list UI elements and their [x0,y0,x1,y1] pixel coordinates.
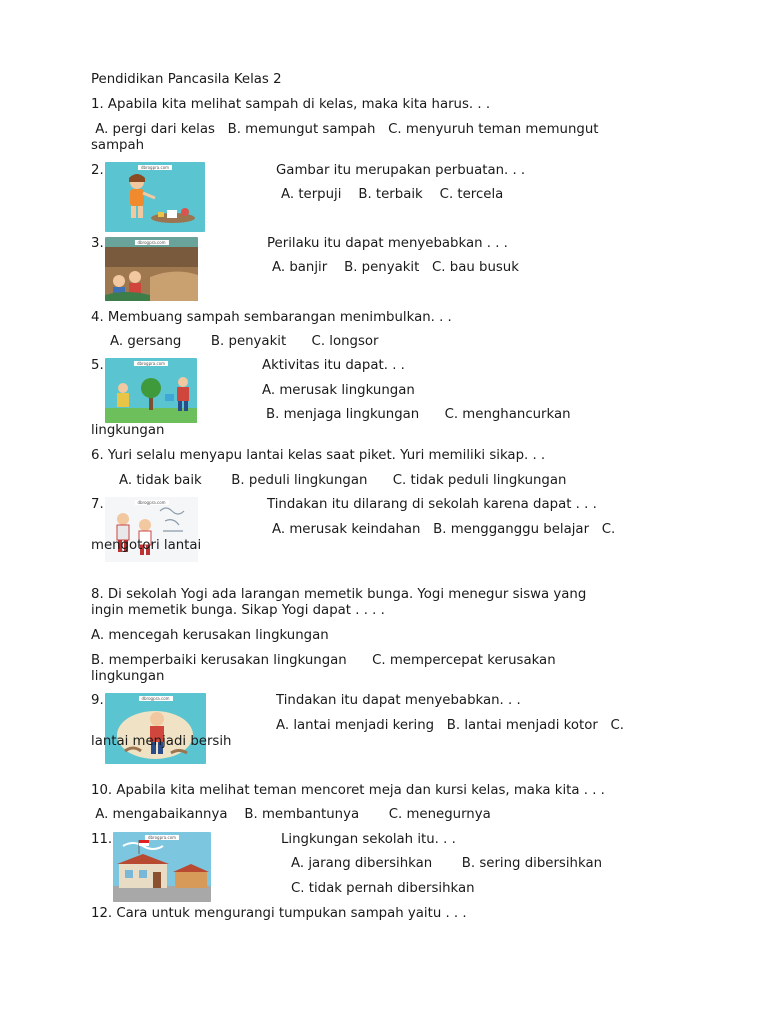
question-8-options-bc: B. memperbaiki kerusakan lingkungan C. mempercepat kerusakan [91,653,556,668]
question-11-options-ab: A. jarang dibersihkan B. sering dibersihkan [291,856,603,871]
question-2-watermark: dbrogpra.com [138,165,172,170]
question-10: 10. Apabila kita melihat teman mencoret meja dan kursi kelas, maka kita . . . [91,783,605,798]
question-7-options: A. merusak keindahan B. mengganggu belajar C. [272,522,616,537]
question-8-option-a: A. mencegah kerusakan lingkungan [91,628,329,643]
question-11-option-c: C. tidak pernah dibersihkan [291,881,475,896]
kids-planting-tree-illustration [105,358,197,423]
question-3-options: A. banjir B. penyakit C. bau busuk [272,260,519,275]
question-3-watermark: dbrogpra.com [134,240,168,245]
question-2-options: A. terpuji B. terbaik C. tercela [281,187,504,202]
school-building-illustration [113,832,211,902]
question-7-number: 7. [91,497,104,512]
question-7-watermark: dbrogpra.com [134,500,168,505]
question-9-number: 9. [91,693,104,708]
question-9-picture [105,693,206,764]
question-2-picture [105,162,205,232]
question-5-option-a: A. merusak lingkungan [262,383,415,398]
question-5-options-cont: lingkungan [91,423,165,438]
question-11: Lingkungan sekolah itu. . . [281,832,456,847]
question-6: 6. Yuri selalu menyapu lantai kelas saat piket. Yuri memiliki sikap. . . [91,448,546,463]
question-5-watermark: dbrogpra.com [134,361,168,366]
page-title: Pendidikan Pancasila Kelas 2 [91,72,282,87]
question-11-number: 11. [91,832,113,847]
question-9-options-cont: lantai menjadi bersih [91,734,232,749]
question-1-options: A. pergi dari kelas B. memungut sampah C. menyuruh teman memungut [91,122,599,137]
question-3: Perilaku itu dapat menyebabkan . . . [267,236,508,251]
question-4: 4. Membuang sampah sembarangan menimbulkan. . . [91,310,452,325]
flood-illustration [105,237,198,301]
question-1: 1. Apabila kita melihat sampah di kelas, maka kita harus. . . [91,97,491,112]
question-9-watermark: dbrogpra.com [138,696,172,701]
question-5: Aktivitas itu dapat. . . [262,358,405,373]
question-8-line1: 8. Di sekolah Yogi ada larangan memetik bunga. Yogi menegur siswa yang [91,587,587,602]
question-6-options: A. tidak baik B. peduli lingkungan C. tidak peduli lingkungan [119,473,567,488]
question-3-number: 3. [91,236,104,251]
question-2: Gambar itu merupakan perbuatan. . . [276,163,526,178]
question-8-line2: ingin memetik bunga. Sikap Yogi dapat . . . . [91,603,385,618]
question-5-picture [105,358,197,423]
question-5-options-bc: B. menjaga lingkungan C. menghancurkan [266,407,571,422]
girl-throwing-trash-illustration [105,162,205,232]
question-3-picture [105,237,198,301]
question-7: Tindakan itu dilarang di sekolah karena dapat . . . [267,497,597,512]
question-11-watermark: dbrogpra.com [145,835,179,840]
question-4-options: A. gersang B. penyakit C. longsor [110,334,379,349]
question-1-options-cont: sampah [91,138,145,153]
question-2-number: 2. [91,163,104,178]
question-11-picture [113,832,211,902]
question-10-options: A. mengabaikannya B. membantunya C. menegurnya [91,807,491,822]
question-9-options: A. lantai menjadi kering B. lantai menjadi kotor C. [276,718,625,733]
question-12: 12. Cara untuk mengurangi tumpukan sampah yaitu . . . [91,906,467,921]
question-5-number: 5. [91,358,104,373]
question-7-options-cont: mengotori lantai [91,538,202,553]
question-8-options-cont: lingkungan [91,669,165,684]
boy-dirty-floor-illustration [105,693,206,764]
question-9: Tindakan itu dapat menyebabkan. . . [276,693,521,708]
